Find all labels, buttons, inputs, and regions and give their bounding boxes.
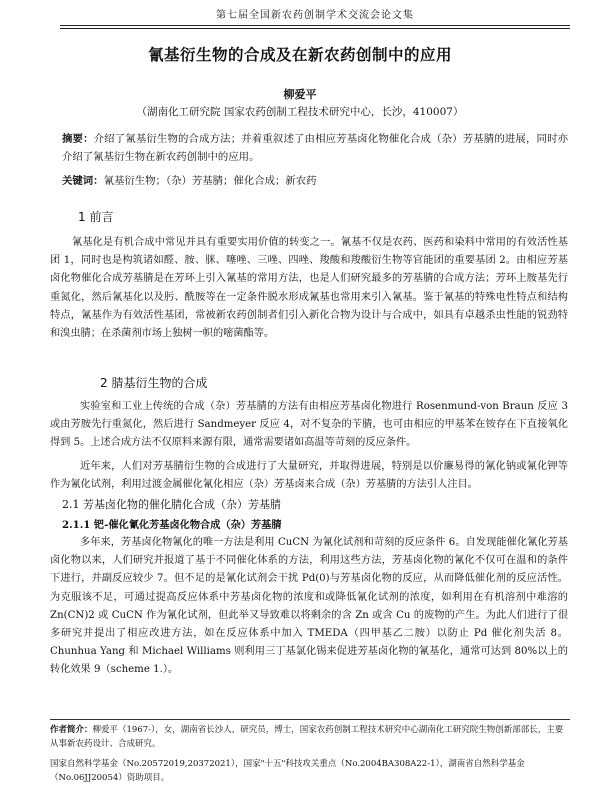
author-name: 柳爱平 <box>283 88 317 101</box>
subsection-2-1-heading: 2.1 芳基卤化物的催化腈化合成（杂）芳基腈 <box>62 498 281 511</box>
section-2-paragraph-1: 实验室和工业上传统的合成（杂）芳基腈的方法有由相应芳基卤化物进行 Rosenmund-von Braun 反应 3 或由芳胺先行重氮化，然后进行 Sandmeyer 反应 4，对不复杂的苄腈，也可由相应的甲基苯在铵存在下直接氧化得到 5。上述合成方法不仅原料来源有限，通常需要诸如高温等苛刻的反应条件。 <box>50 401 568 449</box>
footnote-label: 作者简介： <box>50 725 93 735</box>
author-affiliation: （湖南化工研究院 国家农药创制工程技术研究中心，长沙，410007） <box>136 106 464 118</box>
keywords-label: 关键词： <box>62 175 104 187</box>
abstract <box>62 130 568 166</box>
section-2-heading: 2 腈基衍生物的合成 <box>100 376 208 390</box>
footnote-funding <box>50 757 568 785</box>
footnote-funding-text: 国家自然科学基金（No.20572019,20372021），国家"十五"科技攻关重点（No.2004BA308A22-1），湖南省自然科学基金（No.06JJ20054）资助项目。 <box>50 759 525 783</box>
subsection-2-1-1-heading: 2.1.1 钯-催化氰化芳基卤化物合成（杂）芳基腈 <box>62 519 282 531</box>
abstract-label: 摘要： <box>62 133 94 145</box>
footnote-text: 柳爱平（1967-），女，湖南省长沙人，研究员，博士，国家农药创制工程技术研究中心湖南化工研究院生物创新部部长，主要从事新农药设计、合成研究。 <box>50 725 564 749</box>
abstract-text: 介绍了氰基衍生物的合成方法；并着重叙述了由相应芳基卤化物催化合成（杂）芳基腈的进展，同时亦介绍了氰基衍生物在新农药创制中的应用。 <box>62 133 569 163</box>
paper-title: 氰基衍生物的合成及在新农药创制中的应用 <box>147 46 452 64</box>
section-1-heading: 1 前言 <box>78 210 114 224</box>
running-header-text: 第七届全国新农药创制学术交流会论文集 <box>216 10 414 21</box>
footnote-rule <box>50 719 570 720</box>
section-1-paragraph: 氰基化是有机合成中常见并具有重要实用价值的转变之一。氰基不仅是农药、医药和染料中常用的有效活性基团 1，同时也是构筑诸如醛、胺、脒、噻唑、三唑、四唑、羧酸和羧酸衍生物等官能团的重要基团 2。由相应芳基卤化物催化合成芳基腈是在芳环上引入氰基的常用方法，也是人们研究最多的芳基腈的合成方法；芳环上胺基先行重氮化，然后氰基化以及肟、酰胺等在一定条件脱水形成氰基也常用来引入氰基。鉴于氰基的特殊电性特点和结构特点，氰基作为有效活性基团，常被新农药创制者们引入新化合物为设计与合成中，如具有卓越杀虫性能的锐劲特和溴虫腈；在杀菌剂市场上独树一帜的嘧菌酯等。 <box>50 237 568 340</box>
keywords-text: 氰基衍生物；（杂）芳基腈；催化合成；新农药 <box>103 175 317 187</box>
section-2-paragraph-2: 近年来，人们对芳基腈衍生物的合成进行了大量研究，并取得进展，特别是以价廉易得的氰化钠或氰化钾等作为氰化试剂，利用过渡金属催化氰化相应（杂）芳基卤来合成（杂）芳基腈的方法引人注目。 <box>50 461 568 491</box>
running-header <box>60 6 570 26</box>
footnote-author-bio <box>50 723 568 751</box>
header-double-rule <box>60 28 570 29</box>
keywords <box>62 172 568 190</box>
subsection-2-1-1-paragraph: 多年来，芳基卤化物氰化的唯一方法是利用 CuCN 为氰化试剂和苛刻的反应条件 6。自发现能催化氰化芳基卤化物以来，人们研究并报道了基于不同催化体系的方法，利用这些方法，芳基卤化物的氰化不仅可在温和的条件下进行，并副反应较少 7。但不足的是氰化试剂会干扰 Pd(0)与芳基卤化物的反应，从而降低催化剂的反应活性。为克服该不足，可通过提高反应体系中芳基卤化物的浓度和或降低氰化试剂的浓度，如利用在有机溶剂中难溶的 Zn(CN)2 或 CuCN 作为氰化试剂，但此举又导致难以将剩余的含 Zn 或含 Cu 的废物的产生。为此人们进行了很多研究并提出了相应改进方法，如在反应体系中加入 TMEDA（四甲基乙二胺）以防止 Pd 催化剂失活 8。Chunhua Yang 和 Michael Williams 则利用三丁基氯化锡来促进芳基卤化物的氰基化，通常可达到 80%以上的转化效果 9（scheme 1.）。 <box>50 537 568 676</box>
